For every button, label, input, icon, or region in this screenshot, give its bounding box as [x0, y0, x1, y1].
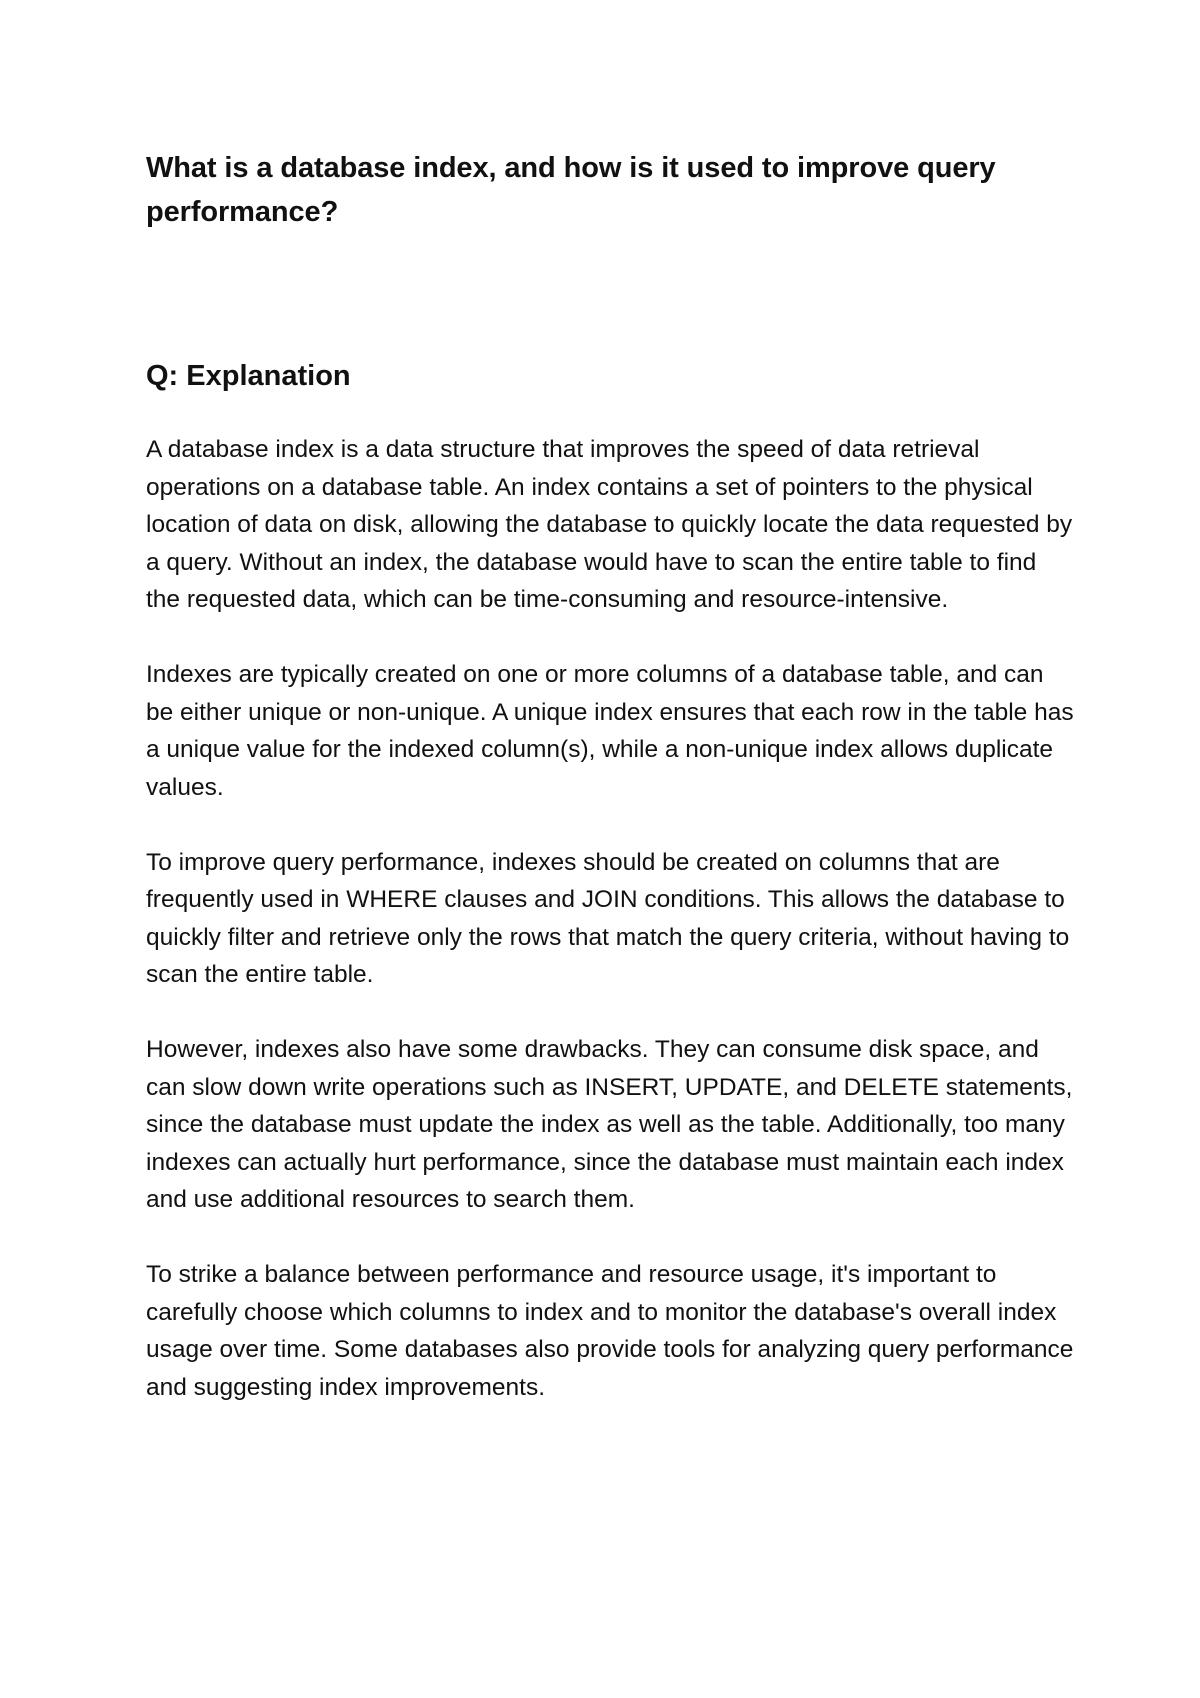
document-content — [146, 146, 1076, 1406]
paragraph-balance: To strike a balance between performance and resource usage, it's important to carefully choose which columns to index and to monitor the database's overall index usage over time. Some databases also provide tools for analyzing query performance and suggesting index improvements. — [146, 1261, 1074, 1401]
paragraph-index-types: Indexes are typically created on one or more columns of a database table, and can be either unique or non-unique. A unique index ensures that each row in the table has a unique value for the indexed column(s), while a non-unique index allows duplicate values. — [146, 661, 1074, 801]
paragraph-drawbacks: However, indexes also have some drawbacks. They can consume disk space, and can slow down write operations such as INSERT, UPDATE, and DELETE statements, since the database must update the index as well as the table. Additionally, too many indexes can actually hurt performance, since the database must maintain each index and use additional resources to search them. — [146, 1036, 1073, 1213]
paragraph-definition: A database index is a data structure that improves the speed of data retrieval operations on a database table. An index contains a set of pointers to the physical location of data on disk, allowing the database to quickly locate the data requested by a query. Without an index, the database would have to scan the entire table to find the requested data, which can be time-consuming and resource-intensive. — [146, 436, 1073, 613]
document-title: What is a database index, and how is it used to improve query performance? — [146, 152, 996, 228]
paragraph-query-performance: To improve query performance, indexes should be created on columns that are frequently used in WHERE clauses and JOIN conditions. This allows the database to quickly filter and retrieve only the rows that match the query criteria, without having to scan the entire table. — [146, 848, 1070, 988]
section-heading: Q: Explanation — [146, 360, 351, 392]
